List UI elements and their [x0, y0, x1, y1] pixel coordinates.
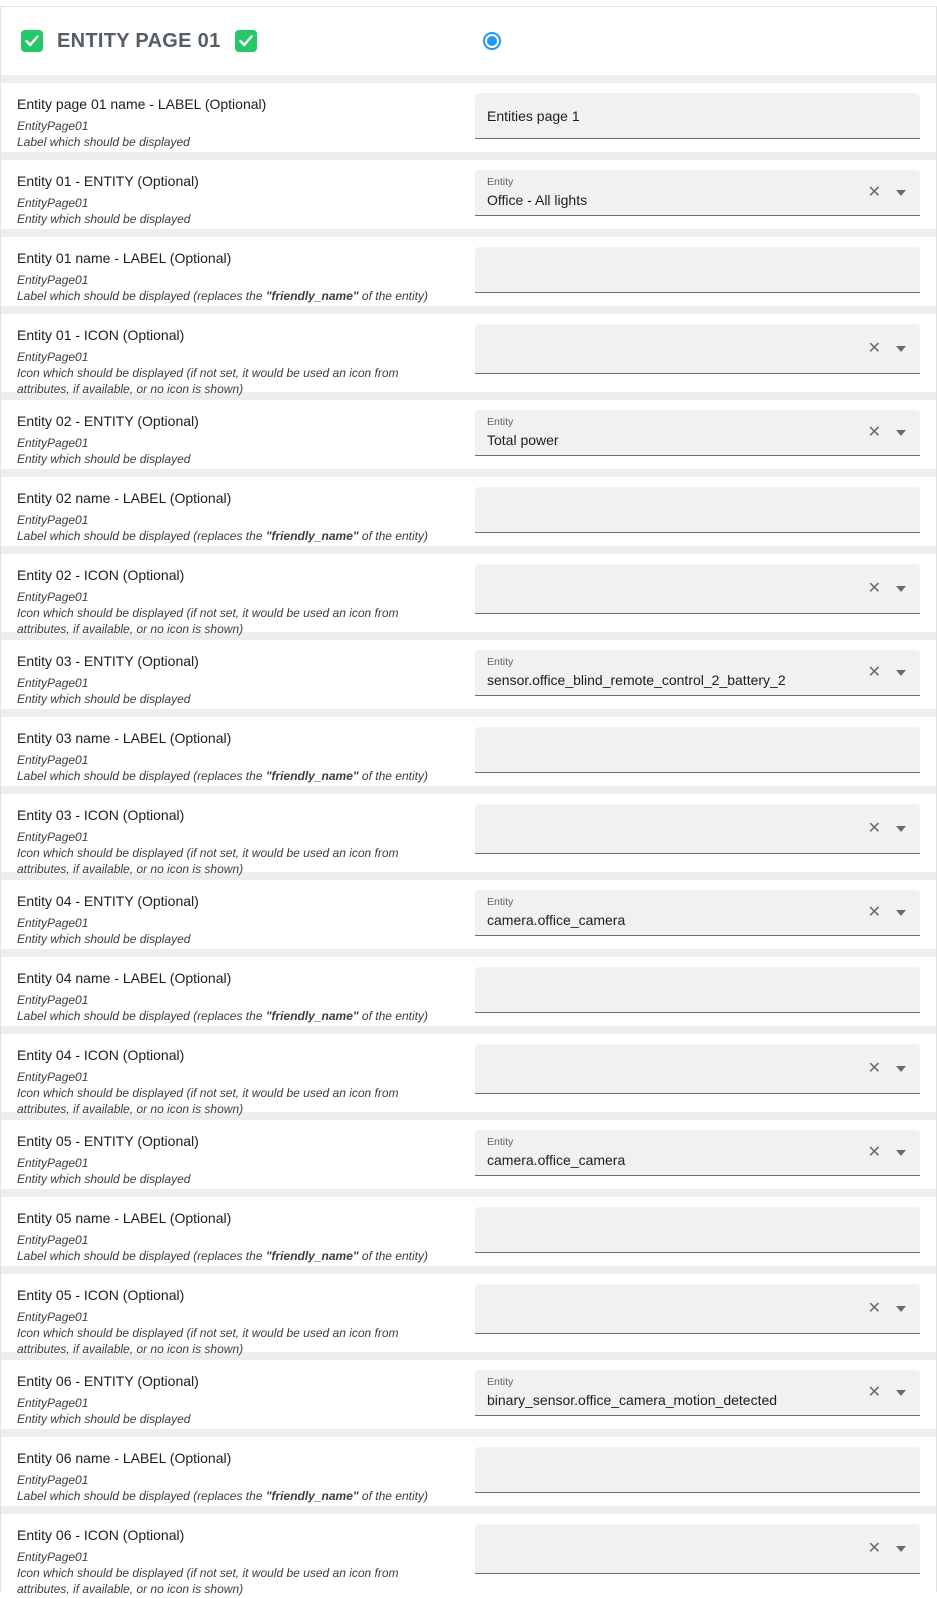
row-subtitle: EntityPage01 — [17, 590, 89, 604]
clear-icon[interactable]: ✕ — [867, 339, 881, 357]
field-inner — [475, 487, 920, 532]
field-floating-label: Entity — [487, 1376, 514, 1389]
row-title: Entity 04 - ICON (Optional) — [17, 1047, 185, 1063]
config-row — [1, 400, 936, 469]
row-subtitle: EntityPage01 — [17, 676, 89, 690]
row-field-area — [475, 1284, 920, 1334]
row-subtitle: EntityPage01 — [17, 1156, 89, 1170]
field-inner — [475, 727, 920, 772]
row-title: Entity 04 name - LABEL (Optional) — [17, 970, 232, 986]
row-field-area — [475, 650, 920, 696]
clear-icon[interactable]: ✕ — [867, 903, 881, 921]
row-field-area — [475, 410, 920, 456]
input-field[interactable] — [475, 247, 920, 293]
field-inner — [475, 1207, 920, 1252]
row-info — [17, 804, 459, 878]
row-title: Entity 03 - ICON (Optional) — [17, 807, 185, 823]
config-row — [1, 1360, 936, 1429]
clear-icon[interactable]: ✕ — [867, 1383, 881, 1401]
field-floating-label: Entity — [487, 656, 514, 669]
row-info — [17, 170, 459, 227]
field-value: Total power — [487, 431, 559, 448]
row-title: Entity 03 name - LABEL (Optional) — [17, 730, 232, 746]
row-subtitle: EntityPage01 — [17, 993, 89, 1007]
row-subtitle: EntityPage01 — [17, 196, 89, 210]
dropdown-caret-icon[interactable] — [896, 1306, 906, 1312]
config-row — [1, 1514, 936, 1597]
config-row — [1, 237, 936, 306]
row-subtitle: EntityPage01 — [17, 1396, 89, 1410]
row-info — [17, 1370, 459, 1427]
field-icons — [868, 341, 906, 357]
row-subtitle: EntityPage01 — [17, 830, 89, 844]
field-inner — [475, 410, 920, 455]
config-rows — [1, 83, 936, 1597]
config-row — [1, 640, 936, 709]
row-subtitle: EntityPage01 — [17, 1550, 89, 1564]
field-inner — [475, 324, 920, 373]
row-description: Icon which should be displayed (if not set, it would be used an icon from attributes, if available, or no icon is shown) — [17, 1566, 399, 1597]
field-inner — [475, 564, 920, 613]
input-field[interactable] — [475, 650, 920, 696]
row-description: Label which should be displayed (replaces the "friendly_name" of the entity) — [17, 529, 428, 544]
row-description: Entity which should be displayed — [17, 1172, 191, 1187]
row-title: Entity 01 - ICON (Optional) — [17, 327, 185, 343]
row-title: Entity 06 - ICON (Optional) — [17, 1527, 185, 1543]
row-field-area — [475, 1044, 920, 1094]
row-field-area — [475, 170, 920, 216]
row-description: Entity which should be displayed — [17, 932, 191, 947]
field-floating-label: Entity — [487, 416, 514, 429]
radio-dot — [487, 36, 497, 46]
row-info — [17, 1044, 459, 1118]
row-info — [17, 727, 459, 784]
row-subtitle: EntityPage01 — [17, 1473, 89, 1487]
input-field[interactable] — [475, 564, 920, 614]
row-title: Entity 02 - ICON (Optional) — [17, 567, 185, 583]
config-row — [1, 794, 936, 877]
dropdown-caret-icon[interactable] — [896, 1150, 906, 1156]
config-row — [1, 1197, 936, 1266]
field-inner — [475, 1447, 920, 1492]
row-description: Label which should be displayed (replaces the "friendly_name" of the entity) — [17, 1249, 428, 1264]
dropdown-caret-icon[interactable] — [896, 430, 906, 436]
row-title: Entity 01 name - LABEL (Optional) — [17, 250, 232, 266]
row-info — [17, 410, 459, 467]
field-value: Office - All lights — [487, 191, 588, 208]
row-title: Entity 04 - ENTITY (Optional) — [17, 893, 199, 909]
row-info — [17, 650, 459, 707]
clear-icon[interactable]: ✕ — [867, 663, 881, 681]
clear-icon[interactable]: ✕ — [867, 819, 881, 837]
checkbox-checked-icon[interactable] — [235, 30, 257, 52]
clear-icon[interactable]: ✕ — [867, 579, 881, 597]
dropdown-caret-icon[interactable] — [896, 910, 906, 916]
row-field-area — [475, 487, 920, 533]
field-inner — [475, 1130, 920, 1175]
clear-icon[interactable]: ✕ — [867, 1143, 881, 1161]
config-row — [1, 1274, 936, 1357]
dropdown-caret-icon[interactable] — [896, 190, 906, 196]
row-field-area — [475, 967, 920, 1013]
field-value: camera.office_camera — [487, 911, 626, 928]
field-icons — [868, 1385, 906, 1401]
dropdown-caret-icon[interactable] — [896, 1390, 906, 1396]
input-field[interactable] — [475, 1044, 920, 1094]
row-subtitle: EntityPage01 — [17, 273, 89, 287]
row-title: Entity 05 - ICON (Optional) — [17, 1287, 185, 1303]
config-row — [1, 477, 936, 546]
row-subtitle: EntityPage01 — [17, 513, 89, 527]
field-floating-label: Entity — [487, 176, 514, 189]
input-field[interactable] — [475, 410, 920, 456]
radio-selected-icon[interactable] — [483, 32, 501, 50]
row-title: Entity 01 - ENTITY (Optional) — [17, 173, 199, 189]
row-info — [17, 487, 459, 544]
field-inner — [475, 1044, 920, 1093]
field-inner — [475, 967, 920, 1012]
row-subtitle: EntityPage01 — [17, 350, 89, 364]
input-field[interactable] — [475, 890, 920, 936]
row-subtitle: EntityPage01 — [17, 1233, 89, 1247]
field-icons — [868, 905, 906, 921]
row-subtitle: EntityPage01 — [17, 119, 89, 133]
row-info — [17, 890, 459, 947]
field-inner — [475, 890, 920, 935]
row-field-area — [475, 890, 920, 936]
row-title: Entity 06 name - LABEL (Optional) — [17, 1450, 232, 1466]
field-inner — [475, 804, 920, 853]
row-info — [17, 1524, 459, 1598]
input-field[interactable] — [475, 324, 920, 374]
row-info — [17, 1130, 459, 1187]
row-info — [17, 1447, 459, 1504]
field-floating-label: Entity — [487, 1136, 514, 1149]
row-field-area — [475, 1130, 920, 1176]
input-field[interactable] — [475, 727, 920, 773]
row-field-area — [475, 1524, 920, 1574]
row-subtitle: EntityPage01 — [17, 1070, 89, 1084]
row-description: Icon which should be displayed (if not set, it would be used an icon from attributes, if available, or no icon is shown) — [17, 846, 399, 877]
dropdown-caret-icon[interactable] — [896, 346, 906, 352]
config-row — [1, 1120, 936, 1189]
field-value: Entities page 1 — [487, 107, 580, 124]
field-icons — [868, 1145, 906, 1161]
row-subtitle: EntityPage01 — [17, 1310, 89, 1324]
field-floating-label: Entity — [487, 896, 514, 909]
clear-icon[interactable]: ✕ — [867, 1059, 881, 1077]
config-row — [1, 554, 936, 637]
row-title: Entity 03 - ENTITY (Optional) — [17, 653, 199, 669]
row-info — [17, 564, 459, 638]
input-field[interactable] — [475, 170, 920, 216]
input-field[interactable] — [475, 1524, 920, 1574]
dropdown-caret-icon[interactable] — [896, 1546, 906, 1552]
field-inner — [475, 1524, 920, 1573]
row-info — [17, 324, 459, 398]
config-row — [1, 1437, 936, 1506]
entity-page-config-form — [0, 6, 937, 1597]
config-row — [1, 83, 936, 152]
row-description: Label which should be displayed (replaces the "friendly_name" of the entity) — [17, 1009, 428, 1024]
row-description: Icon which should be displayed (if not set, it would be used an icon from attributes, if available, or no icon is shown) — [17, 606, 399, 637]
row-field-area — [475, 1447, 920, 1493]
row-title: Entity 06 - ENTITY (Optional) — [17, 1373, 199, 1389]
clear-icon[interactable]: ✕ — [867, 1539, 881, 1557]
field-inner — [475, 1370, 920, 1415]
row-field-area — [475, 93, 920, 139]
clear-icon[interactable]: ✕ — [867, 423, 881, 441]
field-inner — [475, 650, 920, 695]
input-field[interactable] — [475, 1284, 920, 1334]
input-field[interactable] — [475, 1130, 920, 1176]
input-field[interactable] — [475, 487, 920, 533]
row-field-area — [475, 247, 920, 293]
row-info — [17, 967, 459, 1024]
row-description: Label which should be displayed (replaces the "friendly_name" of the entity) — [17, 1489, 428, 1504]
config-row — [1, 880, 936, 949]
dropdown-caret-icon[interactable] — [896, 1066, 906, 1072]
input-field[interactable] — [475, 1370, 920, 1416]
config-row — [1, 160, 936, 229]
row-field-area — [475, 727, 920, 773]
input-field[interactable] — [475, 1447, 920, 1493]
row-subtitle: EntityPage01 — [17, 916, 89, 930]
row-description: Entity which should be displayed — [17, 1412, 191, 1427]
row-info — [17, 247, 459, 304]
input-field[interactable] — [475, 1207, 920, 1253]
row-description: Label which should be displayed — [17, 135, 190, 150]
row-subtitle: EntityPage01 — [17, 753, 89, 767]
row-description: Label which should be displayed (replaces the "friendly_name" of the entity) — [17, 289, 428, 304]
field-inner — [475, 170, 920, 215]
field-icons — [868, 1061, 906, 1077]
field-icons — [868, 185, 906, 201]
row-subtitle: EntityPage01 — [17, 436, 89, 450]
row-title: Entity 02 name - LABEL (Optional) — [17, 490, 232, 506]
field-icons — [868, 425, 906, 441]
input-field[interactable] — [475, 967, 920, 1013]
clear-icon[interactable]: ✕ — [867, 183, 881, 201]
row-field-area — [475, 804, 920, 854]
input-field[interactable] — [475, 804, 920, 854]
row-info — [17, 1284, 459, 1358]
config-row — [1, 1034, 936, 1117]
field-value: camera.office_camera — [487, 1151, 626, 1168]
row-field-area — [475, 1207, 920, 1253]
page-header — [1, 7, 936, 75]
config-row — [1, 957, 936, 1026]
row-field-area — [475, 1370, 920, 1416]
row-info — [17, 1207, 459, 1264]
row-description: Icon which should be displayed (if not set, it would be used an icon from attributes, if available, or no icon is shown) — [17, 366, 399, 397]
row-description: Icon which should be displayed (if not set, it would be used an icon from attributes, if available, or no icon is shown) — [17, 1086, 399, 1117]
config-row — [1, 717, 936, 786]
page-title: ENTITY PAGE 01 — [57, 29, 221, 52]
row-title: Entity 05 name - LABEL (Optional) — [17, 1210, 232, 1226]
clear-icon[interactable]: ✕ — [867, 1299, 881, 1317]
field-icons — [868, 665, 906, 681]
config-row — [1, 314, 936, 397]
row-info — [17, 93, 459, 150]
row-description: Icon which should be displayed (if not set, it would be used an icon from attributes, if available, or no icon is shown) — [17, 1326, 399, 1357]
dropdown-caret-icon[interactable] — [896, 586, 906, 592]
dropdown-caret-icon[interactable] — [896, 826, 906, 832]
field-value: binary_sensor.office_camera_motion_detected — [487, 1391, 778, 1408]
field-icons — [868, 1301, 906, 1317]
field-inner — [475, 247, 920, 292]
row-title: Entity page 01 name - LABEL (Optional) — [17, 96, 267, 112]
field-value: sensor.office_blind_remote_control_2_battery_2 — [487, 671, 786, 688]
field-inner — [475, 1284, 920, 1333]
field-icons — [868, 581, 906, 597]
row-title: Entity 05 - ENTITY (Optional) — [17, 1133, 199, 1149]
row-description: Entity which should be displayed — [17, 452, 191, 467]
row-title: Entity 02 - ENTITY (Optional) — [17, 413, 199, 429]
row-description: Entity which should be displayed — [17, 212, 191, 227]
row-description: Label which should be displayed (replaces the "friendly_name" of the entity) — [17, 769, 428, 784]
checkbox-checked-icon[interactable] — [21, 30, 43, 52]
field-inner — [475, 93, 920, 138]
input-field[interactable] — [475, 93, 920, 139]
row-field-area — [475, 324, 920, 374]
dropdown-caret-icon[interactable] — [896, 670, 906, 676]
row-description: Entity which should be displayed — [17, 692, 191, 707]
field-icons — [868, 821, 906, 837]
row-field-area — [475, 564, 920, 614]
field-icons — [868, 1541, 906, 1557]
